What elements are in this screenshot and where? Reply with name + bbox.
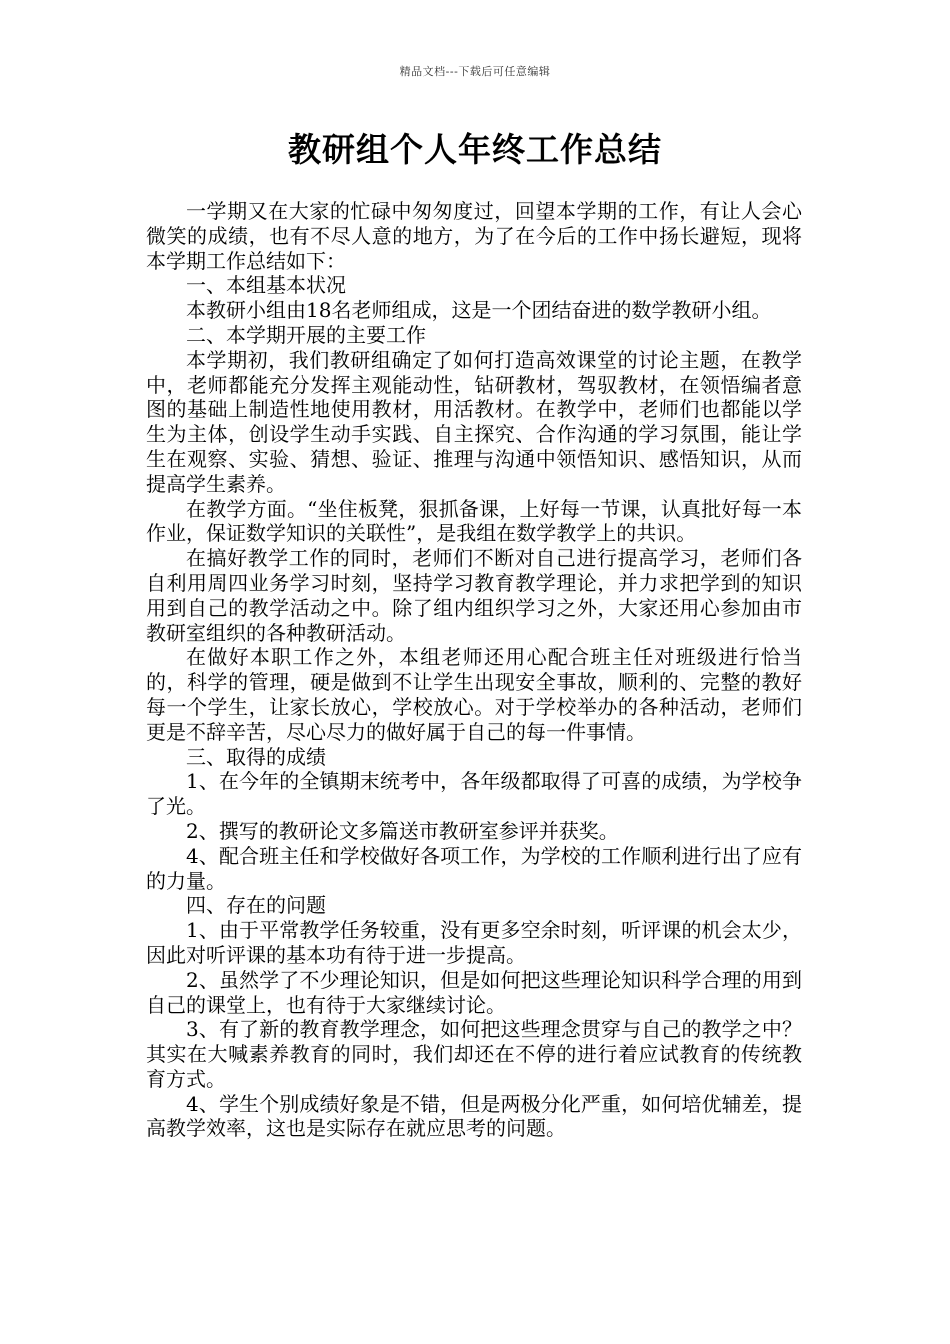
paragraph: 本学期初，我们教研组确定了如何打造高效课堂的讨论主题，在教学中，老师都能充分发挥主观能动性，钻研教材，驾驭教材，在领悟编者意图的基础上制造性地使用教材，用活教材。在教学中，老师们也都能以学生为主体，创设学生动手实践、自主探究、合作沟通的学习氛围，能让学生在观察、实验、猜想、验证、推理与沟通中领悟知识、感悟知识，从而提高学生素养。 — [146, 347, 802, 496]
list-item: 2、撰写的教研论文多篇送市教研室参评并获奖。 — [186, 818, 619, 843]
paragraph: 在做好本职工作之外，本组老师还用心配合班主任对班级进行恰当的，科学的管理，硬是做到不让学生出现安全事故，顺利的、完整的教好每一个学生，让家长放心，学校放心。对于学校举办的各种活动，老师们更是不辞辛苦，尽心尽力的做好属于自己的每一件事情。 — [146, 645, 802, 744]
document-title: 教研组个人年终工作总结 — [288, 130, 662, 169]
list-item: 3、有了新的教育教学理念，如何把这些理念贯穿与自己的教学之中？其实在大喊素养教育的同时，我们却还在不停的进行着应试教育的传统教育方式。 — [146, 1017, 802, 1091]
section-heading-main-work: 二、本学期开展的主要工作 — [186, 322, 426, 347]
intro-paragraph: 一学期又在大家的忙碌中匆匆度过，回望本学期的工作，有让人会心微笑的成绩，也有不尽人意的地方，为了在今后的工作中扬长避短，现将本学期工作总结如下： — [146, 199, 802, 273]
section-heading-achievements: 三、取得的成绩 — [186, 744, 326, 769]
paragraph: 在教学方面。“坐住板凳，狠抓备课，上好每一节课，认真批好每一本作业，保证数学知识的关联性”，是我组在数学教学上的共识。 — [146, 496, 802, 546]
list-item: 2、虽然学了不少理论知识，但是如何把这些理论知识科学合理的用到自己的课堂上，也有待于大家继续讨论。 — [146, 967, 802, 1017]
section-heading-problems: 四、存在的问题 — [186, 893, 326, 918]
header-note: 精品文档---下载后可任意编辑 — [399, 65, 551, 78]
list-item: 4、学生个别成绩好象是不错，但是两极分化严重，如何培优辅差，提高教学效率，这也是实际存在就应思考的问题。 — [146, 1091, 802, 1141]
list-item: 1、在今年的全镇期末统考中，各年级都取得了可喜的成绩，为学校争了光。 — [146, 769, 802, 819]
section-heading-basic-status: 一、本组基本状况 — [186, 273, 346, 298]
document-body — [146, 199, 802, 1141]
paragraph: 本教研小组由18名老师组成，这是一个团结奋进的数学教研小组。 — [186, 298, 772, 323]
list-item: 4、配合班主任和学校做好各项工作，为学校的工作顺利进行出了应有的力量。 — [146, 843, 802, 893]
paragraph: 在搞好教学工作的同时，老师们不断对自己进行提高学习，老师们各自利用周四业务学习时刻，坚持学习教育教学理论，并力求把学到的知识用到自己的教学活动之中。除了组内组织学习之外，大家还用心参加由市教研室组织的各种教研活动。 — [146, 546, 802, 645]
list-item: 1、由于平常教学任务较重，没有更多空余时刻，听评课的机会太少，因此对听评课的基本功有待于进一步提高。 — [146, 918, 802, 967]
